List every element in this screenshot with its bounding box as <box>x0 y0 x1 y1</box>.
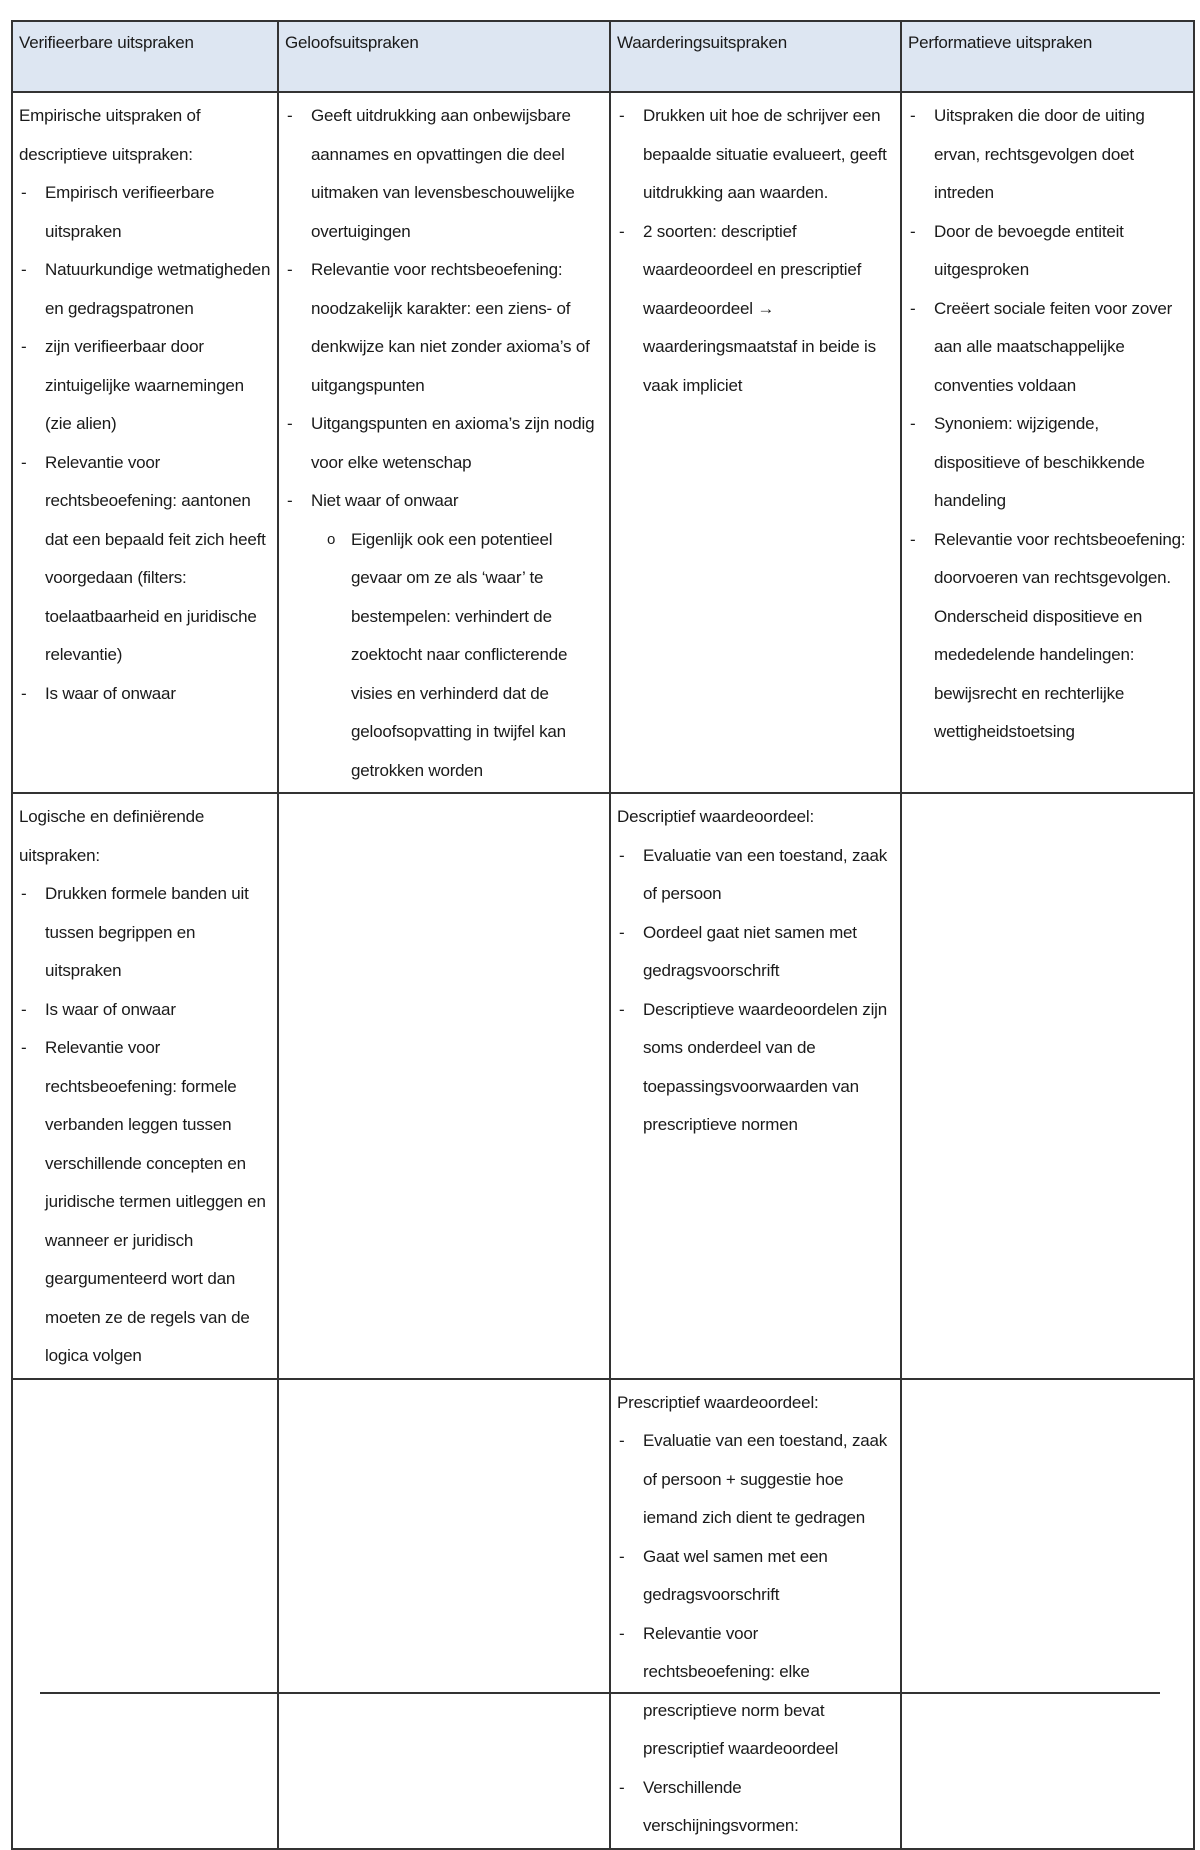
cell-intro: Prescriptief waardeoordeel: <box>617 1392 819 1412</box>
list-item: - Empirisch verifieerbare uitspraken <box>19 174 271 251</box>
list-item: - Relevantie voor rechtsbeoefening: noodzakelijk karakter: een ziens- of denkwijze kan niet zonder axioma’s of uitgangspunten <box>285 251 603 405</box>
footer-divider <box>40 1692 1160 1694</box>
list-item: - zijn verifieerbaar door zintuigelijke waarnemingen (zie alien) <box>19 328 271 444</box>
cell-intro: Logische en definiërende uitspraken: <box>19 807 205 865</box>
list-item: - Geeft uitdrukking aan onbewijsbare aannames en opvattingen die deel uitmaken van levensbeschouwelijke overtuigingen <box>285 97 603 251</box>
list-item: - Drukken formele banden uit tussen begrippen en uitspraken <box>19 875 271 991</box>
header-geloof: Geloofsuitspraken <box>278 21 610 92</box>
table-row <box>12 92 1194 793</box>
header-performatieve: Performatieve uitspraken <box>901 21 1194 92</box>
statements-table <box>11 20 1195 1850</box>
list-item: - Drukken uit hoe de schrijver een bepaalde situatie evalueert, geeft uitdrukking aan waarden. <box>617 97 894 213</box>
bullet-list <box>617 1422 894 1846</box>
list-item: - Descriptieve waardeoordelen zijn soms onderdeel van de toepassingsvoorwaarden van prescriptieve normen <box>617 991 894 1145</box>
list-item: - Synoniem: wijzigende, dispositieve of beschikkende handeling <box>908 405 1187 521</box>
bullet-list <box>285 97 603 790</box>
list-item: - Relevantie voor rechtsbeoefening: aantonen dat een bepaald feit zich heeft voorgedaan (filters: toelaatbaarheid en juridische relevantie) <box>19 444 271 675</box>
cell-performatieve-uitspraken <box>901 92 1194 793</box>
list-item: - Is waar of onwaar <box>19 675 271 714</box>
list-item: - Uitgangspunten en axioma’s zijn nodig voor elke wetenschap <box>285 405 603 482</box>
list-item: - Relevantie voor rechtsbeoefening: doorvoeren van rechtsgevolgen. Onderscheid dispositieve en mededelende handelingen: bewijsrecht en rechterlijke wettigheidstoetsing <box>908 521 1187 752</box>
empty-cell <box>278 1379 610 1849</box>
cell-empirische-uitspraken <box>12 92 278 793</box>
list-item: - Verschillende verschijningsvormen: <box>617 1769 894 1846</box>
bullet-list <box>19 875 271 1376</box>
list-item: - Door de bevoegde entiteit uitgesproken <box>908 213 1187 290</box>
cell-intro: Descriptief waardeoordeel: <box>617 807 815 826</box>
cell-waarderingsuitspraken <box>610 92 901 793</box>
header-waardering: Waarderingsuitspraken <box>610 21 901 92</box>
bullet-list <box>617 97 894 405</box>
list-item: - Oordeel gaat niet samen met gedragsvoorschrift <box>617 914 894 991</box>
list-item: - Uitspraken die door de uiting ervan, rechtsgevolgen doet intreden <box>908 97 1187 213</box>
bullet-list <box>19 174 271 713</box>
header-row <box>12 21 1194 92</box>
list-item: - Evaluatie van een toestand, zaak of persoon + suggestie hoe iemand zich dient te gedragen <box>617 1422 894 1538</box>
cell-prescriptief-waardeoordeel <box>610 1379 901 1849</box>
sub-list-item: o Eigenlijk ook een potentieel gevaar om ze als ‘waar’ te bestempelen: verhindert de zoektocht naar conflicterende visies en verhinderd dat de geloofsopvatting in twijfel kan getrokken worden <box>311 521 603 791</box>
table-row <box>12 793 1194 1379</box>
cell-intro: Empirische uitspraken of descriptieve uitspraken: <box>19 106 201 164</box>
empty-cell <box>901 793 1194 1379</box>
sub-bullet-list <box>311 521 603 791</box>
list-item: - Natuurkundige wetmatigheden en gedragspatronen <box>19 251 271 328</box>
list-item: - Relevantie voor rechtsbeoefening: formele verbanden leggen tussen verschillende concepten en juridische termen uitleggen en wanneer er juridisch geargumenteerd wort dan moeten ze de regels van de logica volgen <box>19 1029 271 1376</box>
bullet-list <box>617 837 894 1145</box>
empty-cell <box>901 1379 1194 1849</box>
cell-descriptief-waardeoordeel <box>610 793 901 1379</box>
bullet-list <box>908 97 1187 752</box>
table-row <box>12 1379 1194 1849</box>
list-item <box>285 482 603 790</box>
list-item-label: Niet waar of onwaar <box>311 491 459 510</box>
empty-cell <box>278 793 610 1379</box>
list-item: - Relevantie voor rechtsbeoefening: elke prescriptieve norm bevat prescriptief waardeoordeel <box>617 1615 894 1769</box>
list-item: - Creëert sociale feiten voor zover aan alle maatschappelijke conventies voldaan <box>908 290 1187 406</box>
cell-logische-uitspraken <box>12 793 278 1379</box>
list-item: - 2 soorten: descriptief waardeoordeel en prescriptief waardeoordeel → waarderingsmaatstaf in beide is vaak impliciet <box>617 213 894 406</box>
cell-geloofsuitspraken <box>278 92 610 793</box>
list-item: - Evaluatie van een toestand, zaak of persoon <box>617 837 894 914</box>
header-verifieerbare: Verifieerbare uitspraken <box>12 21 278 92</box>
empty-cell <box>12 1379 278 1849</box>
list-item: - Is waar of onwaar <box>19 991 271 1030</box>
list-item: - Gaat wel samen met een gedragsvoorschrift <box>617 1538 894 1615</box>
